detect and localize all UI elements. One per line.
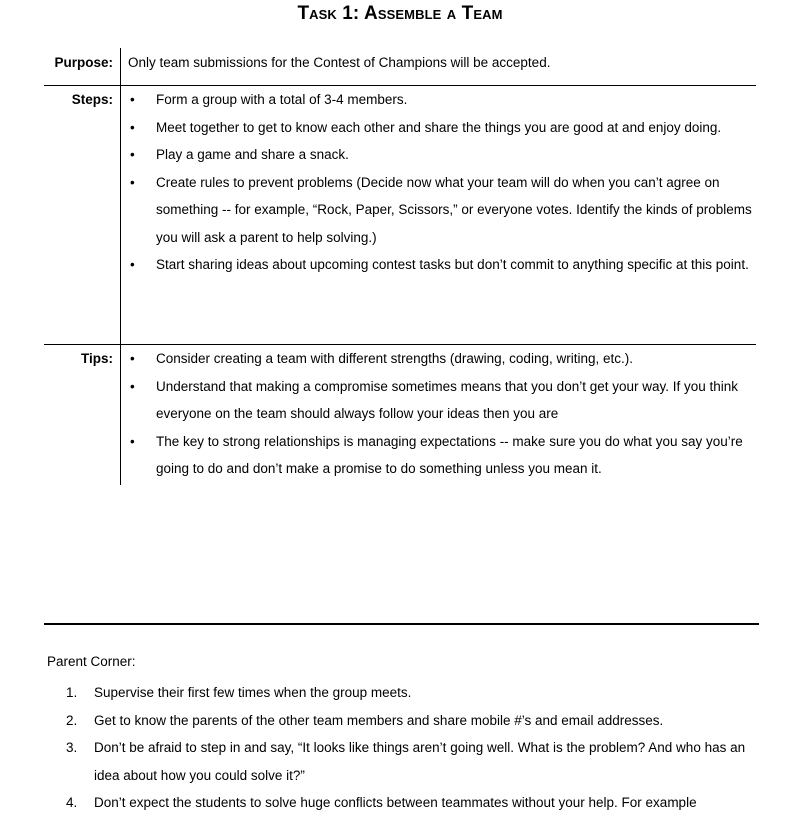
list-number: 3.: [66, 740, 78, 755]
parent-corner-list: [66, 679, 756, 817]
list-number: 1.: [66, 685, 78, 700]
list-item: • Understand that making a compromise sometimes means that you don’t get your way. If you think everyone on the team should always follow your ideas then you are: [130, 373, 760, 428]
list-item: • Create rules to prevent problems (Decide now what your team will do when you can’t agree on something -- for example, “Rock, Paper, Scissors,” or everyone votes. Identify the kinds of problems you will ask a parent to help solving.): [130, 169, 760, 252]
bullet-icon: •: [130, 257, 135, 272]
list-number: 4.: [66, 795, 78, 810]
purpose-label: Purpose:: [54, 55, 113, 70]
bullet-icon: •: [130, 147, 135, 162]
list-item: • Start sharing ideas about upcoming contest tasks but don’t commit to anything specific at this point.: [130, 251, 760, 279]
purpose-text: Only team submissions for the Contest of Champions will be accepted.: [128, 55, 551, 70]
list-item: 2. Get to know the parents of the other team members and share mobile #’s and email addresses.: [66, 707, 756, 735]
parent-corner-title: Parent Corner:: [47, 654, 136, 669]
list-item: • Form a group with a total of 3-4 members.: [130, 86, 760, 114]
tips-list: [130, 345, 760, 483]
bullet-icon: •: [130, 433, 135, 449]
list-number: 2.: [66, 712, 78, 728]
bullet-icon: •: [130, 92, 135, 107]
steps-label: Steps:: [71, 92, 113, 107]
tips-label: Tips:: [80, 351, 113, 366]
bullet-icon: •: [130, 174, 135, 190]
bullet-icon: •: [130, 351, 135, 366]
bullet-icon: •: [130, 378, 135, 394]
section-divider: [44, 623, 759, 625]
table-vertical-divider: [120, 48, 121, 485]
list-item: • Meet together to get to know each other and share the things you are good at and enjoy doing.: [130, 114, 760, 142]
bullet-icon: •: [130, 119, 135, 135]
list-item: 3. Don’t be afraid to step in and say, “It looks like things aren’t going well. What is the problem? And who has an idea about how you could solve it?”: [66, 734, 756, 789]
list-item: 4. Don’t expect the students to solve huge conflicts between teammates without your help. For example: [66, 789, 756, 817]
list-item: 1. Supervise their first few times when the group meets.: [66, 679, 756, 707]
steps-list: [130, 86, 760, 279]
list-item: • Play a game and share a snack.: [130, 141, 760, 169]
list-item: • Consider creating a team with different strengths (drawing, coding, writing, etc.).: [130, 345, 760, 373]
page-title: Task 1: Assemble a Team: [297, 3, 503, 24]
list-item: • The key to strong relationships is managing expectations -- make sure you do what you say you’re going to do and don’t make a promise to do something unless you mean it.: [130, 428, 760, 483]
